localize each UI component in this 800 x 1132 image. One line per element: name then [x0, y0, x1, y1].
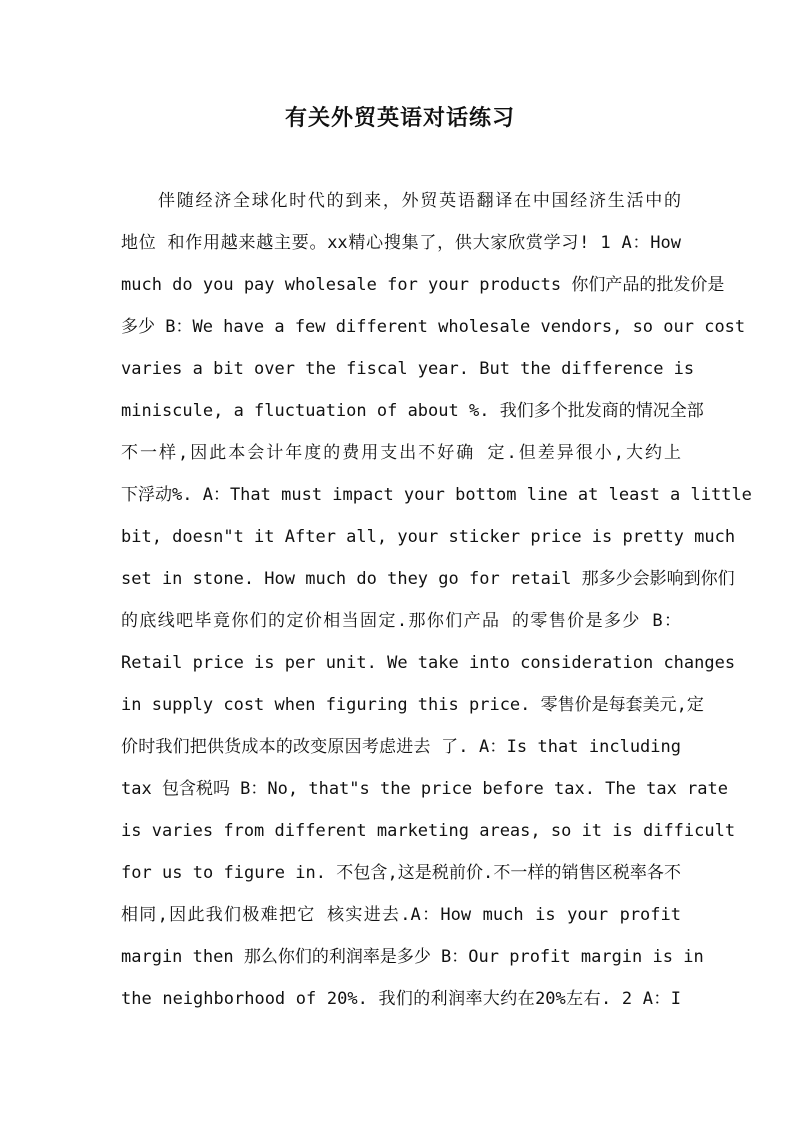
paragraph-line: 多少 B：We have a few different wholesale vendors, so our cost [121, 317, 746, 337]
paragraph-line: 不一样,因此本会计年度的费用支出不好确 定.但差异很小,大约上 [121, 443, 681, 463]
paragraph-line: 的底线吧毕竟你们的定价相当固定.那你们产品 的零售价是多少 B： [121, 611, 681, 631]
paragraph-line: 地位 和作用越来越主要。xx精心搜集了，供大家欣赏学习! 1 A：How [121, 233, 681, 253]
paragraph-line: 伴随经济全球化时代的到来，外贸英语翻译在中国经济生活中的 [158, 191, 681, 211]
paragraph-line: in supply cost when figuring this price. 零售价是每套美元,定 [121, 695, 704, 715]
paragraph-line: bit, doesn"t it After all, your sticker price is pretty much [121, 527, 736, 547]
paragraph-line: 价时我们把供货成本的改变原因考虑进去 了. A：Is that including [121, 737, 681, 757]
paragraph-line: 相同,因此我们极难把它 核实进去.A：How much is your profit [121, 905, 681, 925]
paragraph-line: for us to figure in. 不包含,这是税前价.不一样的销售区税率各不 [121, 863, 681, 883]
paragraph-line: set in stone. How much do they go for retail 那多少会影响到你们 [121, 569, 735, 589]
paragraph-line: much do you pay wholesale for your products 你们产品的批发价是 [121, 275, 725, 295]
paragraph-line: margin then 那么你们的利润率是多少 B：Our profit margin is in [121, 947, 704, 967]
paragraph-line: 下浮动%. A：That must impact your bottom line at least a little [121, 485, 752, 505]
paragraph-line: miniscule, a fluctuation of about %. 我们多个批发商的情况全部 [121, 401, 704, 421]
paragraph-line: varies a bit over the fiscal year. But the difference is [121, 359, 695, 379]
paragraph-line: is varies from different marketing areas, so it is difficult [121, 821, 736, 841]
paragraph-line: tax 包含税吗 B：No, that"s the price before tax. The tax rate [121, 779, 728, 799]
paragraph-line: the neighborhood of 20%. 我们的利润率大约在20%左右. 2 A：I [121, 989, 681, 1009]
paragraph-line: Retail price is per unit. We take into consideration changes [121, 653, 736, 673]
document-title: 有关外贸英语对话练习 [284, 105, 515, 131]
